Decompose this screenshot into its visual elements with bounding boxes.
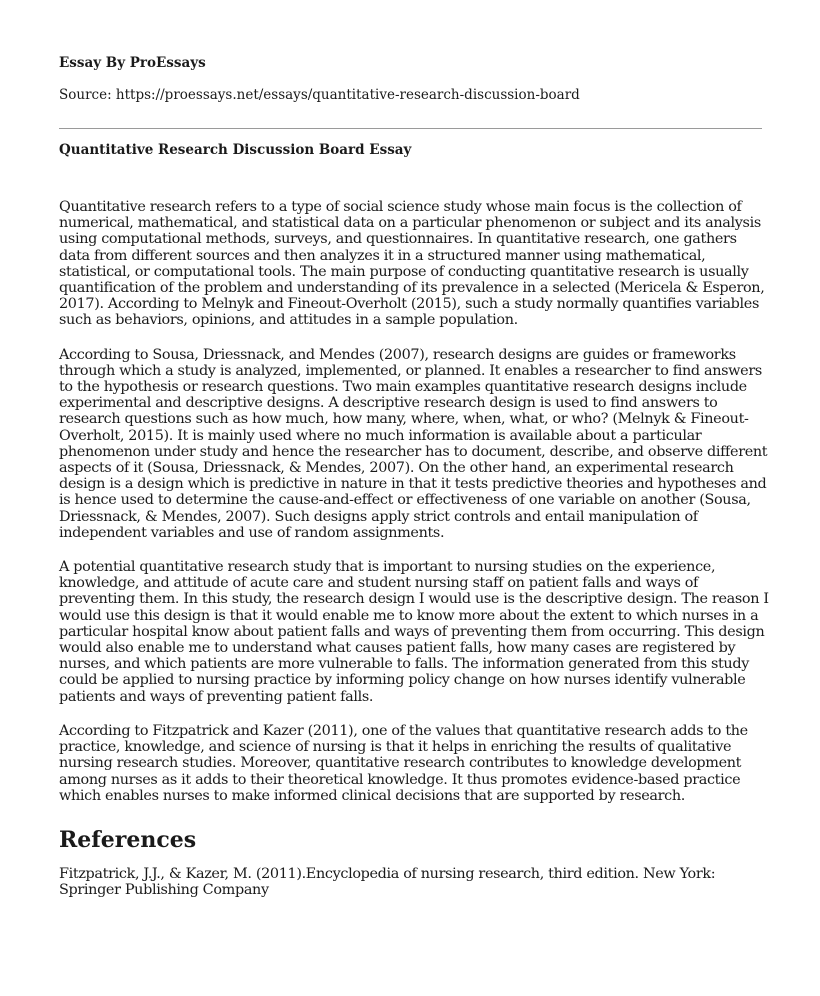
document-title: Quantitative Research Discussion Board Essay: [59, 142, 412, 158]
essay-source-line: Source: https://proessays.net/essays/quantitative-research-discussion-board: [59, 87, 580, 103]
essay-body: [59, 199, 771, 898]
essay-brand-title: Essay By ProEssays: [59, 55, 206, 71]
paragraph-4: According to Fitzpatrick and Kazer (2011), one of the values that quantitative research adds to the practice, knowledge, and science of nursing is that it helps in enriching the results of qualitative nursing research studies. Moreover, quantitative research contributes to knowledge development among nurses as it adds to their theoretical knowledge. It thus promotes evidence-based practice which enables nurses to make informed clinical decisions that are supported by research.: [59, 722, 748, 804]
references-heading: References: [59, 826, 197, 853]
reference-item: Fitzpatrick, J.J., & Kazer, M. (2011).Encyclopedia of nursing research, third edition. New York: Springer Publishing Company: [59, 865, 716, 899]
header-divider: [59, 128, 762, 129]
paragraph-1: Quantitative research refers to a type of social science study whose main focus is the collection of numerical, mathematical, and statistical data on a particular phenomenon or subject and its analysis using computational methods, surveys, and questionnaires. In quantitative research, one gathers data from different sources and then analyzes it in a structured manner using mathematical, statistical, or computational tools. The main purpose of conducting quantitative research is usually quantification of the problem and understanding of its prevalence in a selected (Mericela & Esperon, 2017). According to Melnyk and Fineout-Overholt (2015), such a study normally quantifies variables such as behaviors, opinions, and attitudes in a sample population.: [59, 199, 765, 329]
paragraph-2: According to Sousa, Driessnack, and Mendes (2007), research designs are guides or frameworks through which a study is analyzed, implemented, or planned. It enables a researcher to find answers to the hypothesis or research questions. Two main examples quantitative research designs include experimental and descriptive designs. A descriptive research design is used to find answers to research questions such as how much, how many, where, when, what, or who? (Melnyk & Fineout-Overholt, 2015). It is mainly used where no much information is available about a particular phenomenon under study and hence the researcher has to document, describe, and observe different aspects of it (Sousa, Driessnack, & Mendes, 2007). On the other hand, an experimental research design is a design which is predictive in nature in that it tests predictive theories and hypotheses and is hence used to determine the cause-and-effect or effectiveness of one variable on another (Sousa, Driessnack, & Mendes, 2007). Such designs apply strict controls and entail manipulation of independent variables and use of random assignments.: [59, 346, 768, 541]
paragraph-3: A potential quantitative research study that is important to nursing studies on the experience, knowledge, and attitude of acute care and student nursing staff on patient falls and ways of preventing them. In this study, the research design I would use is the descriptive design. The reason I would use this design is that it would enable me to know more about the extent to which nurses in a particular hospital know about patient falls and ways of preventing them from occurring. This design would also enable me to understand what causes patient falls, how many cases are registered by nurses, and which patients are more vulnerable to falls. The information generated from this study could be applied to nursing practice by informing policy change on how nurses identify vulnerable patients and ways of preventing patient falls.: [59, 559, 769, 705]
